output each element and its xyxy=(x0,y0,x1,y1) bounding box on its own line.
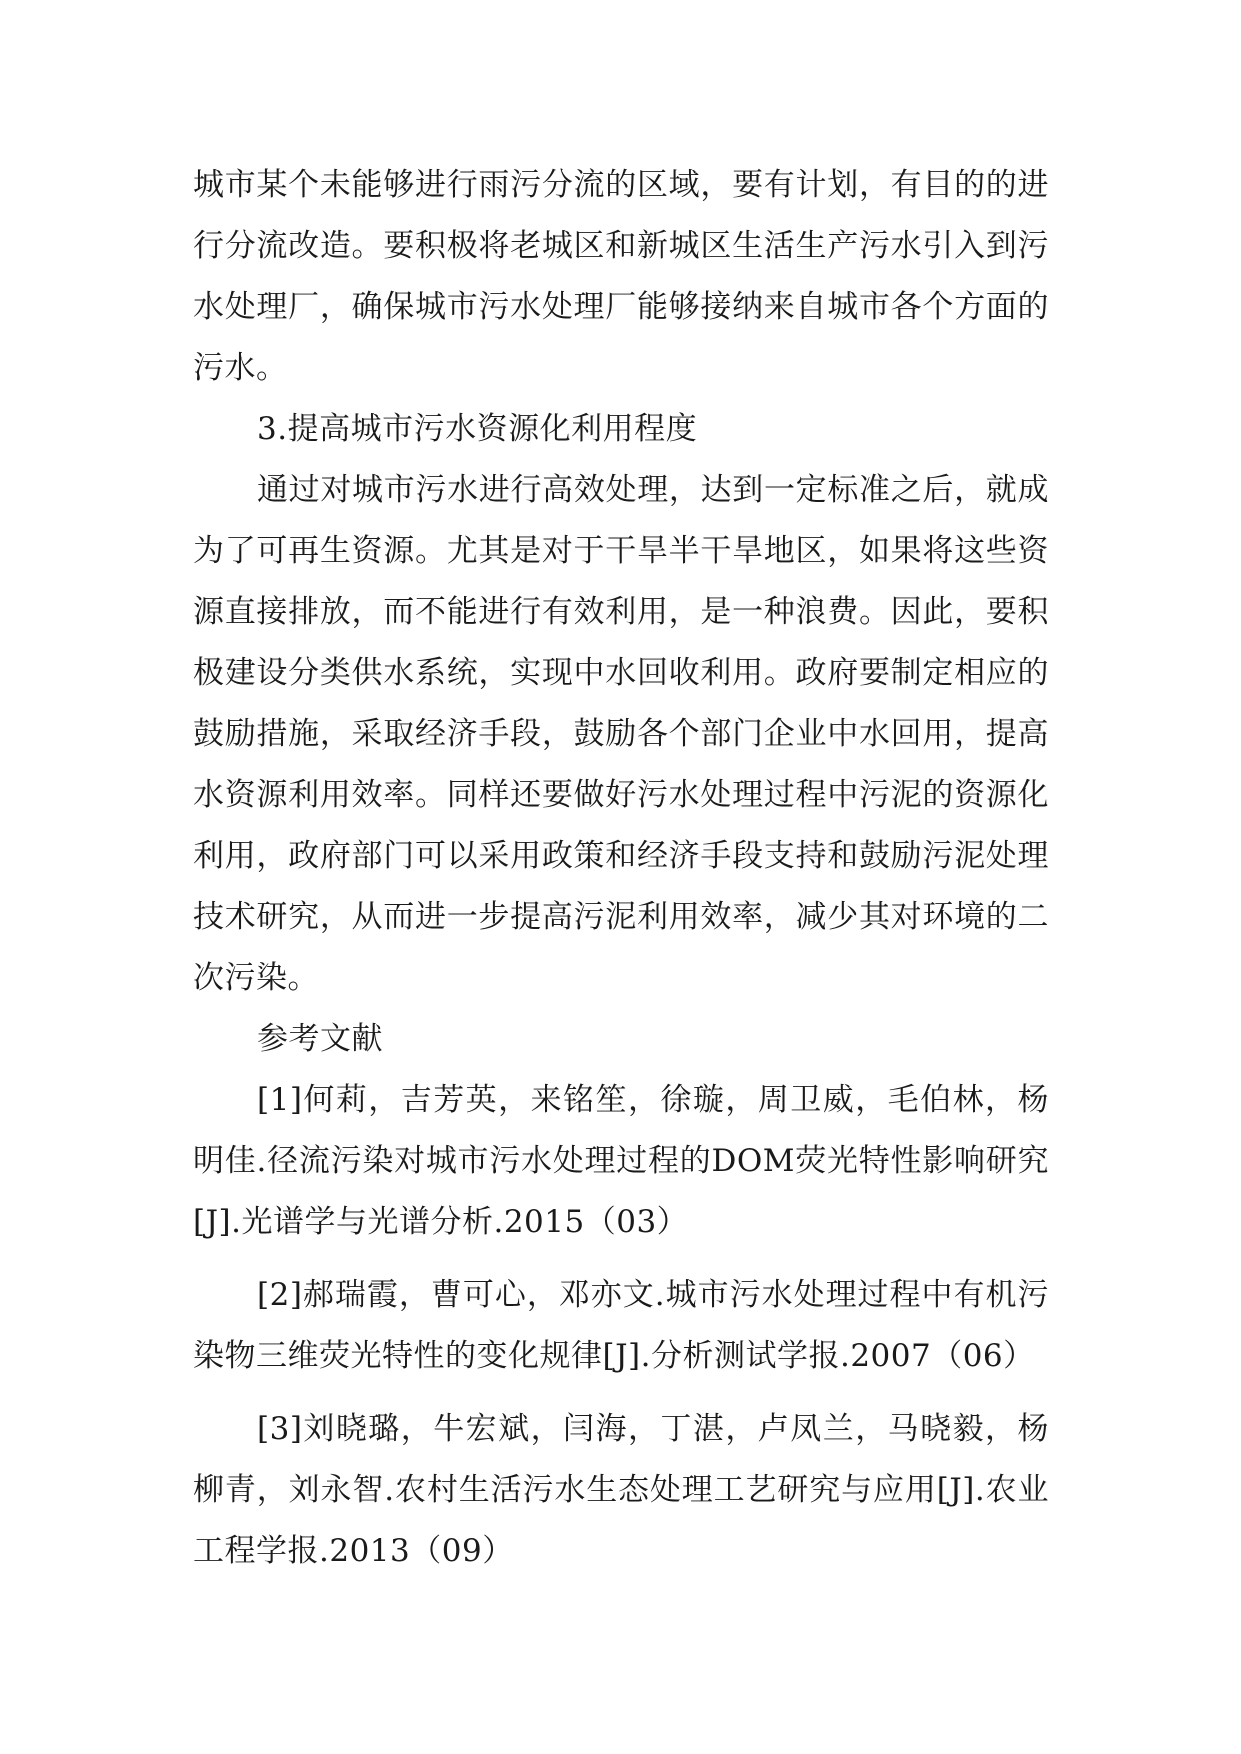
reference-item-2: [2]郝瑞霞，曹可心，邓亦文.城市污水处理过程中有机污染物三维荧光特性的变化规律[J].分析测试学报.2007（06） xyxy=(193,1277,1049,1374)
reference-item-3: [3]刘晓璐，牛宏斌，闫海，丁湛，卢凤兰，马晓毅，杨柳青，刘永智.农村生活污水生态处理工艺研究与应用[J].农业工程学报.2013（09） xyxy=(193,1411,1049,1569)
body-paragraph: 通过对城市污水进行高效处理，达到一定标准之后，就成为了可再生资源。尤其是对于干旱半干旱地区，如果将这些资源直接排放，而不能进行有效利用，是一种浪费。因此，要积极建设分类供水系统，实现中水回收利用。政府要制定相应的鼓励措施，采取经济手段，鼓励各个部门企业中水回用，提高水资源利用效率。同样还要做好污水处理过程中污泥的资源化利用，政府部门可以采用政策和经济手段支持和鼓励污泥处理技术研究，从而进一步提高污泥利用效率，减少其对环境的二次污染。 xyxy=(193,472,1049,996)
paragraph-continued: 城市某个未能够进行雨污分流的区域，要有计划，有目的的进行分流改造。要积极将老城区和新城区生活生产污水引入到污水处理厂，确保城市污水处理厂能够接纳来自城市各个方面的污水。 xyxy=(193,167,1049,386)
reference-item-1: [1]何莉，吉芳英，来铭笙，徐璇，周卫威，毛伯林，杨明佳.径流污染对城市污水处理过程的DOM荧光特性影响研究[J].光谱学与光谱分析.2015（03） xyxy=(193,1082,1049,1240)
section-heading: 3.提高城市污水资源化利用程度 xyxy=(257,411,698,447)
document-body xyxy=(193,155,1049,1582)
references-title: 参考文献 xyxy=(257,1021,383,1057)
